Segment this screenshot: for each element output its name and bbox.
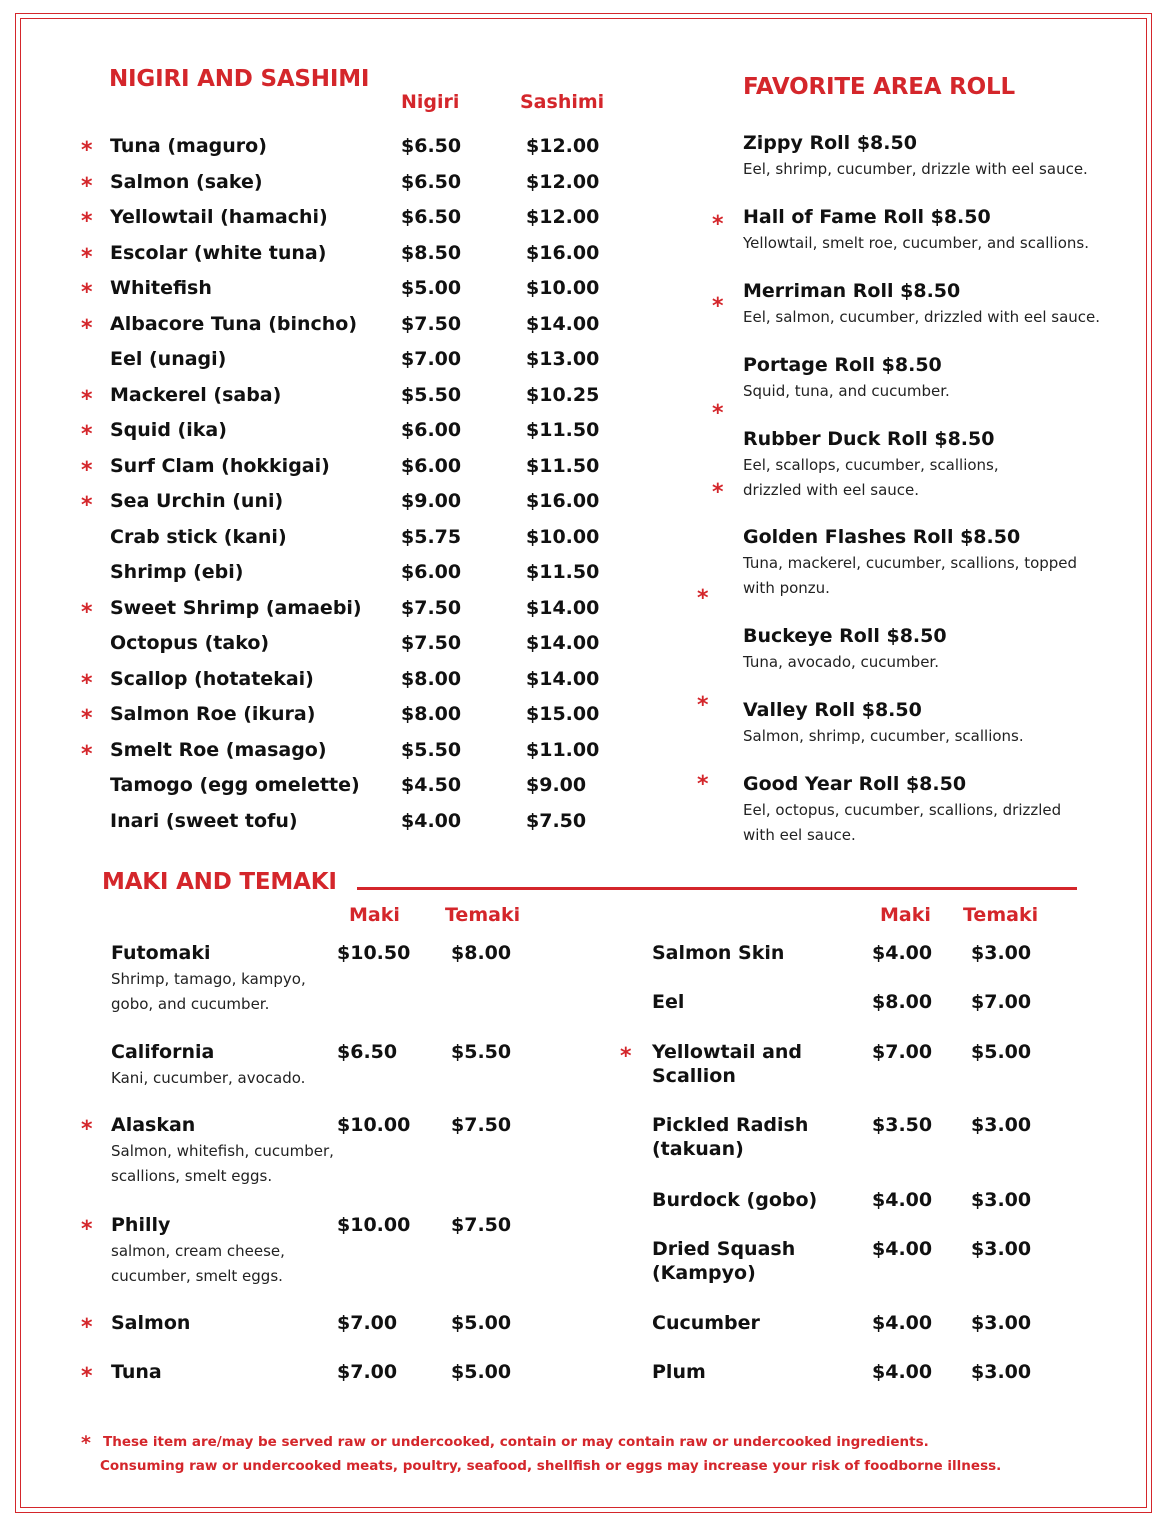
nigiri-price: $8.00 xyxy=(401,667,462,690)
asterisk-icon: * xyxy=(697,772,709,797)
temaki-price: $5.00 xyxy=(451,1312,512,1334)
temaki-price: $3.00 xyxy=(971,1312,1032,1334)
maki-description: Shrimp, tamago, kampyo, xyxy=(111,970,306,988)
item-name: Octopus (tako) xyxy=(110,632,270,654)
temaki-price: $5.00 xyxy=(451,1361,512,1383)
nigiri-price: $5.50 xyxy=(401,383,462,406)
maki-price: $7.00 xyxy=(337,1312,398,1334)
temaki-price: $5.00 xyxy=(971,1041,1032,1063)
item-name: Tuna (maguro) xyxy=(110,135,267,157)
nigiri-row xyxy=(0,632,1167,662)
maki-description: salmon, cream cheese, xyxy=(111,1242,285,1260)
roll-description: Yellowtail, smelt roe, cucumber, and scallions. xyxy=(743,234,1089,252)
sashimi-price: $14.00 xyxy=(526,596,600,619)
asterisk-icon: * xyxy=(81,670,93,696)
maki-description: gobo, and cucumber. xyxy=(111,994,270,1013)
asterisk-icon: * xyxy=(81,138,93,163)
maki-name: Scallion xyxy=(652,1065,736,1087)
nigiri-row xyxy=(0,384,1167,414)
sashimi-price: $14.00 xyxy=(526,667,600,690)
nigiri-row xyxy=(0,348,1167,378)
maki-name: Plum xyxy=(652,1361,706,1383)
temaki-price: $7.50 xyxy=(451,1114,512,1136)
temaki-column-header-right: Temaki xyxy=(963,904,1039,926)
sashimi-column-header: Sashimi xyxy=(520,91,605,113)
item-name: Salmon Roe (ikura) xyxy=(110,703,316,725)
maki-name: Eel xyxy=(652,991,685,1013)
item-name: Sweet Shrimp (amaebi) xyxy=(110,596,362,619)
asterisk-icon: * xyxy=(81,1217,93,1242)
maki-temaki-heading: MAKI AND TEMAKI xyxy=(102,869,337,895)
temaki-price: $7.00 xyxy=(971,991,1032,1013)
maki-name: Salmon Skin xyxy=(652,942,785,964)
asterisk-icon: * xyxy=(81,173,93,199)
item-name: Shrimp (ebi) xyxy=(110,561,244,583)
item-name: Scallop (hotatekai) xyxy=(110,667,314,690)
item-name: Whitefish xyxy=(110,277,212,299)
maki-name: Yellowtail and xyxy=(652,1041,803,1063)
nigiri-price: $4.50 xyxy=(401,774,462,796)
asterisk-icon: * xyxy=(81,209,93,234)
footnote-line-1: These item are/may be served raw or undercooked, contain or may contain raw or undercooked ingredients. xyxy=(103,1434,929,1450)
nigiri-row xyxy=(0,277,1167,307)
roll-description: drizzled with eel sauce. xyxy=(743,480,920,499)
nigiri-price: $7.50 xyxy=(401,596,462,619)
maki-name: Philly xyxy=(111,1214,171,1236)
asterisk-icon: * xyxy=(697,693,709,718)
maki-description: scallions, smelt eggs. xyxy=(111,1166,273,1185)
maki-price: $4.00 xyxy=(872,1189,933,1211)
roll-name: Good Year Roll $8.50 xyxy=(743,773,967,795)
temaki-price: $3.00 xyxy=(971,942,1032,964)
roll-name: Buckeye Roll $8.50 xyxy=(743,625,947,647)
nigiri-price: $7.50 xyxy=(401,312,462,335)
asterisk-icon: * xyxy=(81,1117,93,1142)
section-divider xyxy=(357,887,1077,890)
roll-name: Zippy Roll $8.50 xyxy=(743,132,917,154)
maki-price: $4.00 xyxy=(872,942,933,964)
maki-name: Futomaki xyxy=(111,942,211,964)
asterisk-icon: * xyxy=(81,1315,93,1340)
roll-name: Golden Flashes Roll $8.50 xyxy=(743,526,1021,548)
roll-description: Salmon, shrimp, cucumber, scallions. xyxy=(743,727,1024,745)
nigiri-price: $6.00 xyxy=(401,454,462,477)
roll-name: Valley Roll $8.50 xyxy=(743,699,922,721)
maki-name: California xyxy=(111,1041,215,1063)
temaki-price: $3.00 xyxy=(971,1114,1032,1136)
maki-description: cucumber, smelt eggs. xyxy=(111,1266,283,1285)
nigiri-sashimi-heading: NIGIRI AND SASHIMI xyxy=(109,66,370,92)
asterisk-icon: * xyxy=(81,493,93,518)
nigiri-price: $8.00 xyxy=(401,703,462,725)
nigiri-price: $5.50 xyxy=(401,738,462,761)
maki-name: Alaskan xyxy=(111,1114,196,1136)
item-name: Escolar (white tuna) xyxy=(110,241,327,264)
sashimi-price: $14.00 xyxy=(526,312,600,335)
temaki-price: $7.50 xyxy=(451,1214,512,1236)
nigiri-row xyxy=(0,597,1167,627)
sashimi-price: $10.00 xyxy=(526,277,600,299)
maki-price: $10.00 xyxy=(337,1214,411,1236)
item-name: Inari (sweet tofu) xyxy=(110,809,298,832)
maki-column-header-right: Maki xyxy=(880,904,931,926)
item-name: Albacore Tuna (bincho) xyxy=(110,312,358,335)
asterisk-icon: * xyxy=(81,599,93,625)
roll-name: Portage Roll $8.50 xyxy=(743,354,942,376)
item-name: Mackerel (saba) xyxy=(110,383,282,406)
temaki-column-header-left: Temaki xyxy=(445,904,521,926)
nigiri-price: $6.00 xyxy=(401,419,462,441)
nigiri-price: $6.50 xyxy=(401,170,462,193)
maki-price: $7.00 xyxy=(872,1041,933,1063)
temaki-price: $8.00 xyxy=(451,942,512,964)
asterisk-icon: * xyxy=(81,457,93,483)
roll-name: Hall of Fame Roll $8.50 xyxy=(743,206,991,228)
maki-price: $10.00 xyxy=(337,1114,411,1136)
sashimi-price: $15.00 xyxy=(526,703,600,725)
maki-name: Pickled Radish xyxy=(652,1114,809,1136)
asterisk-icon: * xyxy=(81,741,93,767)
maki-name: Burdock (gobo) xyxy=(652,1189,818,1211)
nigiri-row xyxy=(0,206,1167,236)
nigiri-price: $7.50 xyxy=(401,632,462,654)
roll-description: with ponzu. xyxy=(743,578,830,597)
asterisk-icon: * xyxy=(697,586,709,611)
item-name: Sea Urchin (uni) xyxy=(110,490,284,512)
sashimi-price: $11.00 xyxy=(526,738,600,761)
asterisk-icon: * xyxy=(81,422,93,447)
roll-name: Merriman Roll $8.50 xyxy=(743,280,961,302)
roll-description: Eel, shrimp, cucumber, drizzle with eel sauce. xyxy=(743,160,1088,178)
sashimi-price: $12.00 xyxy=(526,170,600,193)
maki-name: Salmon xyxy=(111,1312,191,1334)
maki-price: $7.00 xyxy=(337,1361,398,1383)
item-name: Squid (ika) xyxy=(110,419,227,441)
asterisk-icon: * xyxy=(81,1432,91,1454)
maki-price: $3.50 xyxy=(872,1114,933,1136)
sashimi-price: $12.00 xyxy=(526,206,600,228)
asterisk-icon: * xyxy=(712,212,724,237)
asterisk-icon: * xyxy=(620,1044,632,1069)
maki-description: Salmon, whitefish, cucumber, xyxy=(111,1142,334,1160)
item-name: Surf Clam (hokkigai) xyxy=(110,454,330,477)
sashimi-price: $12.00 xyxy=(526,135,600,157)
sashimi-price: $14.00 xyxy=(526,632,600,654)
asterisk-icon: * xyxy=(81,706,93,731)
roll-description: Tuna, mackerel, cucumber, scallions, topped xyxy=(743,554,1078,572)
sashimi-price: $13.00 xyxy=(526,348,600,370)
roll-description: Eel, scallops, cucumber, scallions, xyxy=(743,456,999,474)
nigiri-price: $8.50 xyxy=(401,241,462,264)
nigiri-row xyxy=(0,668,1167,698)
roll-description: with eel sauce. xyxy=(743,825,856,844)
sashimi-price: $11.50 xyxy=(526,419,600,441)
nigiri-price: $6.50 xyxy=(401,135,462,157)
asterisk-icon: * xyxy=(81,386,93,412)
asterisk-icon: * xyxy=(81,244,93,270)
temaki-price: $3.00 xyxy=(971,1238,1032,1260)
roll-description: Tuna, avocado, cucumber. xyxy=(743,653,939,671)
temaki-price: $5.50 xyxy=(451,1041,512,1063)
asterisk-icon: * xyxy=(712,401,724,426)
nigiri-row xyxy=(0,490,1167,520)
maki-name: Tuna xyxy=(111,1361,162,1383)
roll-name: Rubber Duck Roll $8.50 xyxy=(743,428,995,450)
asterisk-icon: * xyxy=(81,315,93,341)
temaki-price: $3.00 xyxy=(971,1189,1032,1211)
maki-price: $8.00 xyxy=(872,991,933,1013)
sashimi-price: $11.50 xyxy=(526,561,600,583)
maki-price: $4.00 xyxy=(872,1238,933,1260)
favorite-roll-heading: FAVORITE AREA ROLL xyxy=(743,74,1015,100)
asterisk-icon: * xyxy=(712,294,724,319)
nigiri-price: $9.00 xyxy=(401,490,462,512)
nigiri-price: $5.00 xyxy=(401,277,462,299)
maki-price: $6.50 xyxy=(337,1041,398,1063)
sashimi-price: $7.50 xyxy=(526,809,587,832)
item-name: Crab stick (kani) xyxy=(110,525,287,548)
roll-description: Eel, octopus, cucumber, scallions, drizzled xyxy=(743,801,1062,819)
nigiri-row xyxy=(0,774,1167,804)
nigiri-column-header: Nigiri xyxy=(401,91,460,113)
asterisk-icon: * xyxy=(81,280,93,305)
maki-description: Kani, cucumber, avocado. xyxy=(111,1069,306,1087)
item-name: Tamogo (egg omelette) xyxy=(110,774,360,796)
sashimi-price: $9.00 xyxy=(526,774,587,796)
asterisk-icon: * xyxy=(81,1364,93,1389)
sashimi-price: $16.00 xyxy=(526,241,600,264)
sashimi-price: $10.25 xyxy=(526,383,600,406)
maki-price: $10.50 xyxy=(337,942,411,964)
item-name: Eel (unagi) xyxy=(110,348,227,370)
asterisk-icon: * xyxy=(712,480,724,505)
maki-name: (Kampyo) xyxy=(652,1262,756,1284)
maki-price: $4.00 xyxy=(872,1312,933,1334)
nigiri-price: $5.75 xyxy=(401,525,462,548)
item-name: Smelt Roe (masago) xyxy=(110,738,327,761)
temaki-price: $3.00 xyxy=(971,1361,1032,1383)
roll-description: Eel, salmon, cucumber, drizzled with eel sauce. xyxy=(743,308,1101,326)
maki-name: Cucumber xyxy=(652,1312,760,1334)
nigiri-price: $6.00 xyxy=(401,561,462,583)
nigiri-price: $4.00 xyxy=(401,809,462,832)
maki-column-header-left: Maki xyxy=(349,904,400,926)
maki-name: Dried Squash xyxy=(652,1238,796,1260)
roll-description: Squid, tuna, and cucumber. xyxy=(743,382,950,400)
footnote-line-2: Consuming raw or undercooked meats, poultry, seafood, shellfish or eggs may increase your risk of foodborne illness. xyxy=(100,1458,1002,1474)
nigiri-price: $7.00 xyxy=(401,348,462,370)
nigiri-price: $6.50 xyxy=(401,206,462,228)
item-name: Yellowtail (hamachi) xyxy=(110,206,328,228)
maki-name: (takuan) xyxy=(652,1138,744,1160)
item-name: Salmon (sake) xyxy=(110,170,263,193)
sashimi-price: $10.00 xyxy=(526,525,600,548)
maki-price: $4.00 xyxy=(872,1361,933,1383)
sashimi-price: $11.50 xyxy=(526,454,600,477)
sashimi-price: $16.00 xyxy=(526,490,600,512)
